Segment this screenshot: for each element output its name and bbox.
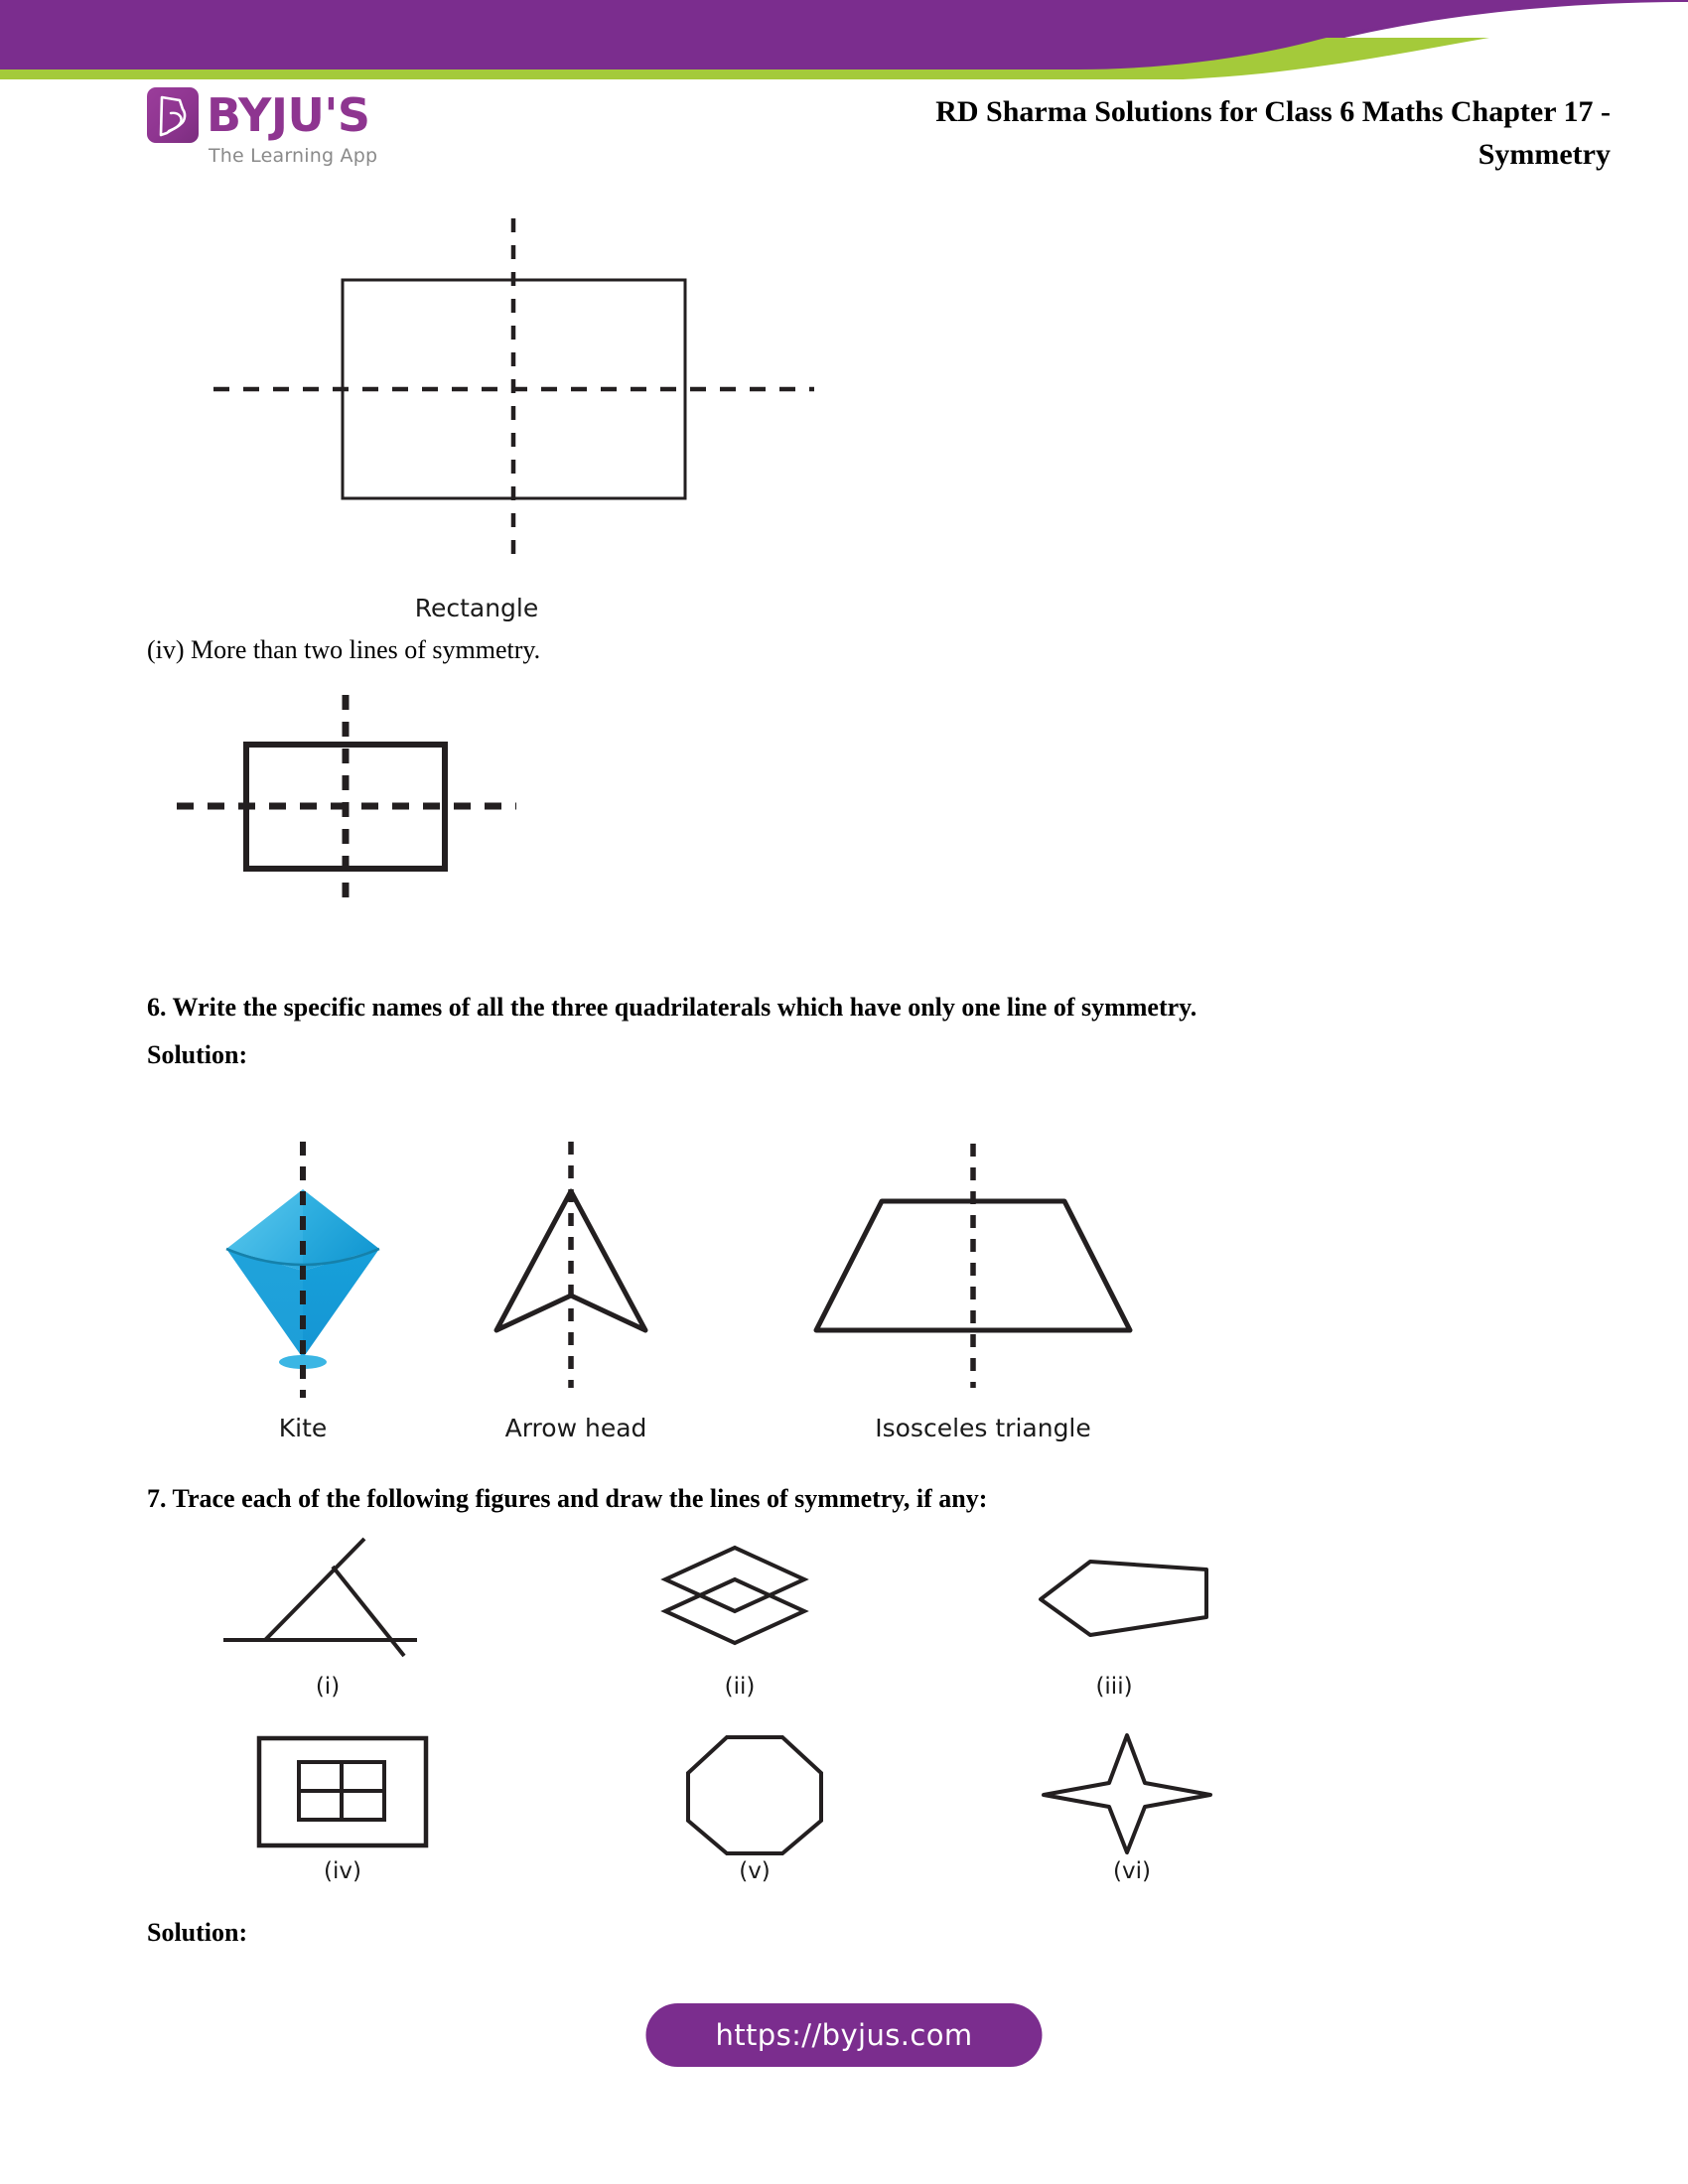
figure-kite [209,1132,397,1410]
page-title [776,91,1611,176]
figure-trace-ii [650,1534,819,1663]
trace-label-v: (v) [739,1858,771,1884]
solution-6-label: Solution: [147,1040,248,1069]
purple-band-overlay-icon [0,0,1688,69]
figure-trace-vi [1038,1729,1216,1858]
quad-label-arrow-head: Arrow head [504,1414,647,1442]
byjus-logo [147,87,377,167]
question-6-text: 6. Write the specific names of all the three quadrilaterals which have only one line of symmetry. [147,993,1197,1022]
figure-isosceles-trapezoid [794,1132,1152,1410]
figure-rectangle-small-two-lines [159,685,576,913]
rectangle-caption: Rectangle [414,594,539,622]
figure-trace-v [680,1729,829,1858]
figure-trace-i [213,1529,462,1658]
logo-wordmark: BYJU'S [207,88,370,142]
logo-tagline: The Learning App [209,145,378,167]
page-title-line1: RD Sharma Solutions for Class 6 Maths Chapter 17 - [935,95,1611,128]
figure-trace-iv [253,1732,432,1851]
trace-label-iv: (iv) [324,1858,361,1884]
page-title-line2: Symmetry [1477,137,1611,171]
figure-trace-iii [1033,1544,1231,1663]
trace-label-vi: (vi) [1113,1858,1151,1884]
logo-row [147,87,370,143]
solution-7-label: Solution: [147,1918,248,1947]
item-iv-text: (iv) More than two lines of symmetry. [147,635,541,664]
purple-band-icon [0,0,1688,73]
question-7-text: 7. Trace each of the following figures and draw the lines of symmetry, if any: [147,1484,988,1513]
figure-rectangle-two-lines [179,199,814,596]
trace-label-i: (i) [315,1674,341,1700]
trace-label-ii: (ii) [724,1674,756,1700]
figure-arrow-head [477,1132,665,1410]
quad-label-isosceles-triangle: Isosceles triangle [875,1414,1091,1442]
byjus-b-logo-icon [147,87,199,143]
trace-label-iii: (iii) [1095,1674,1133,1700]
header-decoration [0,0,1688,79]
byjus-url-button[interactable]: https://byjus.com [645,2003,1042,2067]
green-band-icon [0,38,1489,79]
quad-label-kite: Kite [278,1414,328,1442]
